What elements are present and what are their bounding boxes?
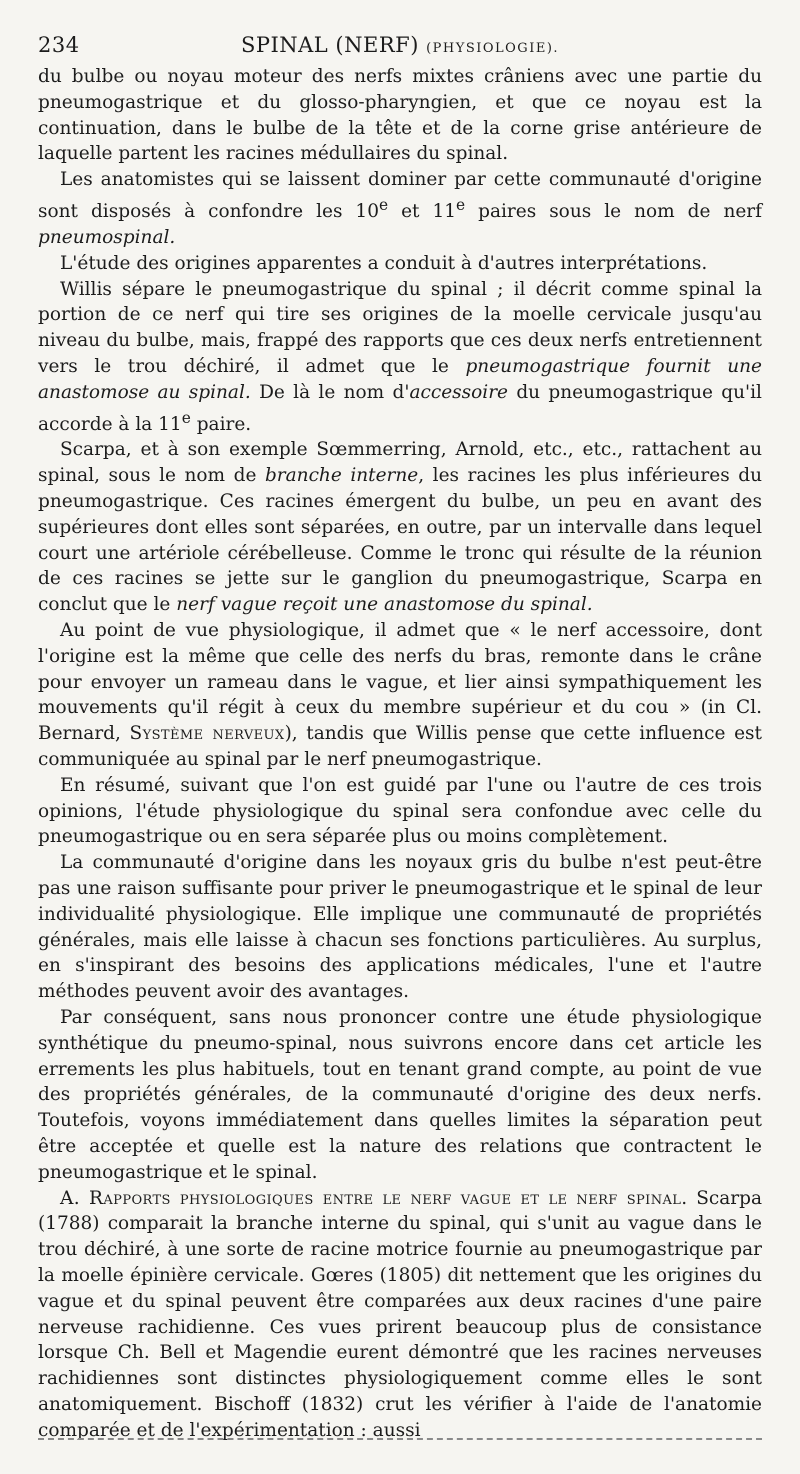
italic-text: accessoire bbox=[409, 381, 509, 403]
paragraph-9 bbox=[38, 1005, 762, 1186]
text-run: paires sous le nom de nerf bbox=[465, 201, 762, 223]
bottom-dashed-rule bbox=[38, 1438, 762, 1440]
article-body bbox=[38, 64, 762, 1444]
small-caps-text: Système nerveux bbox=[129, 723, 285, 745]
paragraph-1 bbox=[38, 64, 762, 167]
text-run: Scarpa, et à son exemple Sœmmerring, Arnold, etc., etc., rattachent au spinal, sous le nom de bbox=[38, 439, 762, 487]
running-title-main: SPINAL (NERF) bbox=[240, 33, 427, 57]
text-run: La communauté d'origine dans les noyaux gris du bulbe n'est peut-être pas une raison suffisante pour priver le pneumogastrique et le spinal de leur individualité physiologique. Elle implique une communauté de propriétés générales, mais elle laisse à chacun ses fonctions particulières. Au surplus, en s'inspirant des besoins des applications médicales, l'une et l'autre méthodes peuvent avoir des avantages. bbox=[38, 852, 762, 1003]
text-run: En résumé, suivant que l'on est guidé par l'une ou l'autre de ces trois opinions, l'étude physiologique du spinal sera confondue avec celle du pneumogastrique ou en sera séparée plus ou moins complètement. bbox=[38, 774, 762, 848]
paragraph-10 bbox=[38, 1186, 762, 1444]
text-run: Scarpa (1788) comparait la branche interne du spinal, qui s'unit au vague dans le trou déchiré, à une sorte de racine motrice fournie au pneumogastrique par la moelle épinière cervicale. Gœres (1805) dit nettement que les origines du vague et du spinal peuvent être comparées aux deux racines d'une paire nerveuse rachidienne. Ces vues prirent beaucoup plus de consistance lorsque Ch. Bell et Magendie eurent démontré que les racines nerveuses rachidiennes sont distinctes physiologiquement comme elles le sont anatomiquement. Bischoff (1832) crut les vérifier à l'aide de l'anatomie comparée et de l'expérimentation : aussi bbox=[38, 1187, 762, 1441]
running-title bbox=[38, 33, 762, 57]
superscript: e bbox=[378, 195, 389, 214]
paragraph-3 bbox=[38, 251, 762, 277]
page-header bbox=[38, 33, 762, 63]
italic-text: branche interne bbox=[264, 465, 419, 487]
text-run: Les anatomistes qui se laissent dominer par cette communauté d'origine sont disposés à confondre les 10 bbox=[38, 169, 762, 223]
paragraph-4 bbox=[38, 277, 762, 438]
text-run: Au point de vue physiologique, il admet que « le nerf accessoire, dont l'origine est la même que celle des nerfs du bras, remonte dans le crâne pour envoyer un rameau dans le vague, et lier ainsi sympathiquement les mouvements qu'il régit à ceux du membre supérieur et du cou » (in Cl. Bernard, bbox=[38, 620, 762, 745]
page-number: 234 bbox=[38, 33, 80, 57]
text-run: L'étude des origines apparentes a conduit à d'autres interprétations. bbox=[60, 252, 708, 274]
italic-text: pneumospinal. bbox=[38, 226, 176, 248]
text-run: du bulbe ou noyau moteur des nerfs mixtes crâniens avec une partie du pneumogastrique et du glosso-pharyngien, et que ce noyau est la continuation, dans le bulbe de la tête et de la corne grise antérieure de laquelle partent les racines médullaires du spinal. bbox=[38, 66, 762, 165]
paragraph-5 bbox=[38, 437, 762, 618]
text-run: et 11 bbox=[388, 201, 457, 223]
text-run: De là le nom d' bbox=[250, 381, 410, 403]
superscript: e bbox=[456, 195, 466, 214]
superscript: e bbox=[181, 408, 191, 427]
paragraph-8 bbox=[38, 850, 762, 1005]
text-run: ), tandis que Willis pense que cette influence est communiquée au spinal par le nerf pneumogastrique. bbox=[38, 723, 762, 771]
italic-text: nerf vague reçoit une anastomose du spinal. bbox=[176, 594, 593, 616]
text-run: Par conséquent, sans nous prononcer contre une étude physiologique synthétique du pneumo-spinal, nous suivrons encore dans cet article les errements les plus habituels, tout en tenant grand compte, au point de vue des propriétés générales, de la communauté d'origine des deux nerfs. Toutefois, voyons immédiatement dans quelles limites la séparation peut être acceptée et quelle est la nature des relations que contractent le pneumogastrique et le spinal. bbox=[38, 1007, 762, 1183]
text-run: paire. bbox=[190, 413, 252, 435]
paragraph-2 bbox=[38, 167, 762, 251]
small-caps-text: A. Rapports physiologiques entre le nerf vague et le nerf spinal. bbox=[60, 1187, 688, 1209]
running-title-subtitle: (PHYSIOLOGIE). bbox=[426, 41, 560, 56]
text-run: du pneumogastrique qu'il accorde à la 11 bbox=[38, 381, 762, 435]
text-run: Willis sépare le pneumogastrique du spinal ; il décrit comme spinal la portion de ce nerf qui tire ses origines de la moelle cervicale jusqu'au niveau du bulbe, mais, frappé des rapports que ces deux nerfs entretiennent vers le trou déchiré, il admet que le bbox=[38, 278, 762, 377]
paragraph-7 bbox=[38, 773, 762, 850]
text-run: , les racines les plus inférieures du pneumogastrique. Ces racines émergent du bulbe, un peu en avant des supérieures dont elles sont séparées, en outre, par un intervalle dans lequel court une artériole cérébelleuse. Comme le tronc qui résulte de la réunion de ces racines se jette sur le ganglion du pneumogastrique, Scarpa en conclut que le bbox=[38, 465, 762, 616]
paragraph-6 bbox=[38, 618, 762, 773]
italic-text: pneumogastrique fournit une anastomose au spinal. bbox=[38, 355, 762, 403]
